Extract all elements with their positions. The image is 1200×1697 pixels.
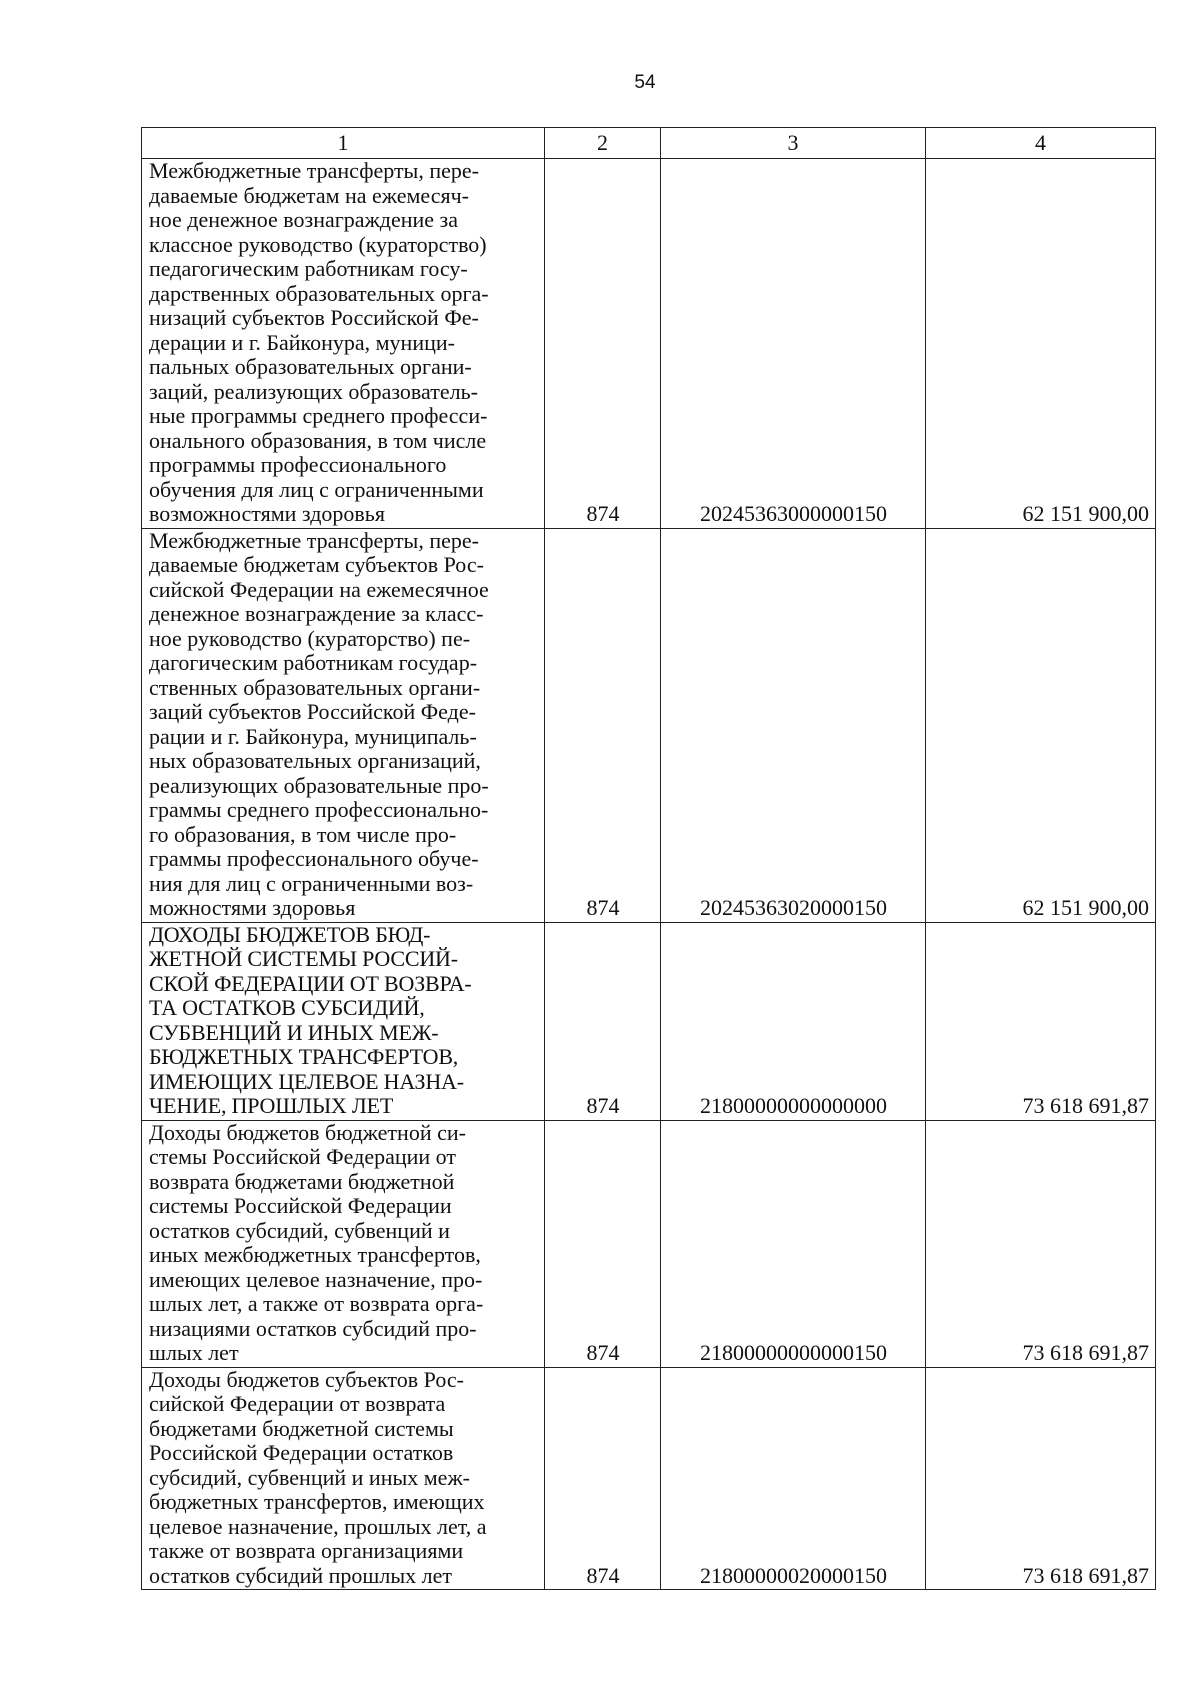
description-line: сийской Федерации от возврата (149, 1391, 446, 1416)
description-line: ИМЕЮЩИХ ЦЕЛЕВОЕ НАЗНА- (149, 1068, 464, 1094)
description-line: педагогическим работникам госу- (149, 256, 468, 281)
description-line: Межбюджетные трансферты, пере- (149, 527, 479, 553)
header-col-1: 1 (142, 128, 545, 159)
description-line: заций субъектов Российской Феде- (149, 699, 476, 724)
description-line: бюджетами бюджетной системы (149, 1415, 454, 1441)
row-description (142, 528, 545, 922)
description-line: также от возврата организациями (149, 1538, 464, 1563)
table-row (142, 1120, 1156, 1367)
description-line: остатков субсидий, субвенций и (149, 1217, 450, 1243)
description-line: Межбюджетные трансферты, пере- (149, 158, 479, 183)
description-line: реализующих образовательные про- (149, 772, 489, 798)
table-row (142, 922, 1156, 1120)
description-line: онального образования, в том числе (149, 427, 487, 453)
description-line: сийской Федерации на ежемесячное (149, 576, 489, 602)
description-line: Доходы бюджетов субъектов Рос- (149, 1366, 464, 1392)
revenue-table (141, 127, 1156, 1590)
row-description (142, 1367, 545, 1590)
description-line: системы Российской Федерации (149, 1193, 452, 1218)
description-line: СУБВЕНЦИЙ И ИНЫХ МЕЖ- (149, 1019, 439, 1045)
description-line: рации и г. Байконура, муниципаль- (149, 723, 477, 749)
description-line: дарственных образовательных орга- (149, 280, 489, 306)
description-line: стемы Российской Федерации от (149, 1144, 456, 1169)
description-line: возврата бюджетами бюджетной (149, 1168, 455, 1194)
description-line: даваемые бюджетам на ежемесяч- (149, 182, 469, 208)
description-line: ное денежное вознаграждение за (149, 207, 458, 232)
description-line: заций, реализующих образователь- (149, 378, 478, 404)
description-line: можностями здоровья (149, 895, 356, 920)
description-line: пальных образовательных органи- (149, 354, 472, 379)
table-row (142, 159, 1156, 529)
description-line: граммы профессионального обуче- (149, 846, 479, 871)
description-line: низациями остатков субсидий про- (149, 1315, 477, 1341)
table-row (142, 1367, 1156, 1590)
row-budget-classification-code: 20245363000000150 (661, 159, 926, 529)
row-budget-classification-code: 21800000000000000 (661, 922, 926, 1120)
description-line: ДОХОДЫ БЮДЖЕТОВ БЮД- (149, 921, 431, 947)
row-description (142, 159, 545, 529)
row-amount: 73 618 691,87 (926, 1367, 1156, 1590)
description-line: шлых лет, а также от возврата орга- (149, 1291, 484, 1316)
description-line: программы профессионального (149, 452, 447, 477)
description-line: денежное вознаграждение за класс- (149, 601, 484, 626)
header-col-2: 2 (545, 128, 661, 159)
row-amount: 73 618 691,87 (926, 922, 1156, 1120)
description-line: дагогическим работникам государ- (149, 650, 478, 675)
row-admin-code: 874 (545, 922, 661, 1120)
header-col-3: 3 (661, 128, 926, 159)
table-row (142, 528, 1156, 922)
description-line: СКОЙ ФЕДЕРАЦИИ ОТ ВОЗВРА- (149, 970, 472, 996)
description-line: Доходы бюджетов бюджетной си- (149, 1119, 466, 1145)
description-line: ЖЕТНОЙ СИСТЕМЫ РОССИЙ- (149, 946, 458, 971)
row-admin-code: 874 (545, 159, 661, 529)
description-line: ных образовательных организаций, (149, 748, 481, 773)
row-admin-code: 874 (545, 528, 661, 922)
page-number: 54 (634, 72, 656, 93)
row-amount: 73 618 691,87 (926, 1120, 1156, 1367)
description-line: ственных образовательных органи- (149, 674, 481, 700)
description-line: ное руководство (кураторство) пе- (149, 625, 471, 651)
description-line: дерации и г. Байконура, муници- (149, 329, 455, 355)
description-line: обучения для лиц с ограниченными (149, 476, 484, 502)
row-description (142, 1120, 545, 1367)
table-header (142, 128, 1156, 159)
header-col-4: 4 (926, 128, 1156, 159)
description-line: го образования, в том числе про- (149, 821, 457, 847)
row-description (142, 922, 545, 1120)
row-admin-code: 874 (545, 1367, 661, 1590)
row-budget-classification-code: 20245363020000150 (661, 528, 926, 922)
row-amount: 62 151 900,00 (926, 159, 1156, 529)
row-budget-classification-code: 21800000020000150 (661, 1367, 926, 1590)
header-row (142, 128, 1156, 159)
description-line: даваемые бюджетам субъектов Рос- (149, 552, 484, 577)
description-line: иных межбюджетных трансфертов, (149, 1242, 481, 1267)
row-admin-code: 874 (545, 1120, 661, 1367)
description-line: имеющих целевое назначение, про- (149, 1266, 483, 1292)
description-line: Российской Федерации остатков (149, 1440, 454, 1465)
description-line: остатков субсидий прошлых лет (149, 1562, 452, 1588)
description-line: классное руководство (кураторство) (149, 231, 487, 257)
table-body (142, 159, 1156, 1590)
description-line: граммы среднего профессионально- (149, 797, 489, 822)
description-line: ТА ОСТАТКОВ СУБСИДИЙ, (149, 995, 425, 1020)
description-line: субсидий, субвенций и иных меж- (149, 1464, 470, 1490)
description-line: целевое назначение, прошлых лет, а (149, 1513, 487, 1539)
description-line: низаций субъектов Российской Фе- (149, 305, 479, 330)
description-line: ЧЕНИЕ, ПРОШЛЫХ ЛЕТ (149, 1093, 394, 1118)
description-line: БЮДЖЕТНЫХ ТРАНСФЕРТОВ, (149, 1044, 459, 1069)
description-line: ные программы среднего професси- (149, 403, 488, 428)
description-line: шлых лет (149, 1340, 239, 1365)
description-line: бюджетных трансфертов, имеющих (149, 1489, 485, 1514)
row-amount: 62 151 900,00 (926, 528, 1156, 922)
row-budget-classification-code: 21800000000000150 (661, 1120, 926, 1367)
description-line: ния для лиц с ограниченными воз- (149, 870, 474, 896)
description-line: возможностями здоровья (149, 501, 385, 526)
